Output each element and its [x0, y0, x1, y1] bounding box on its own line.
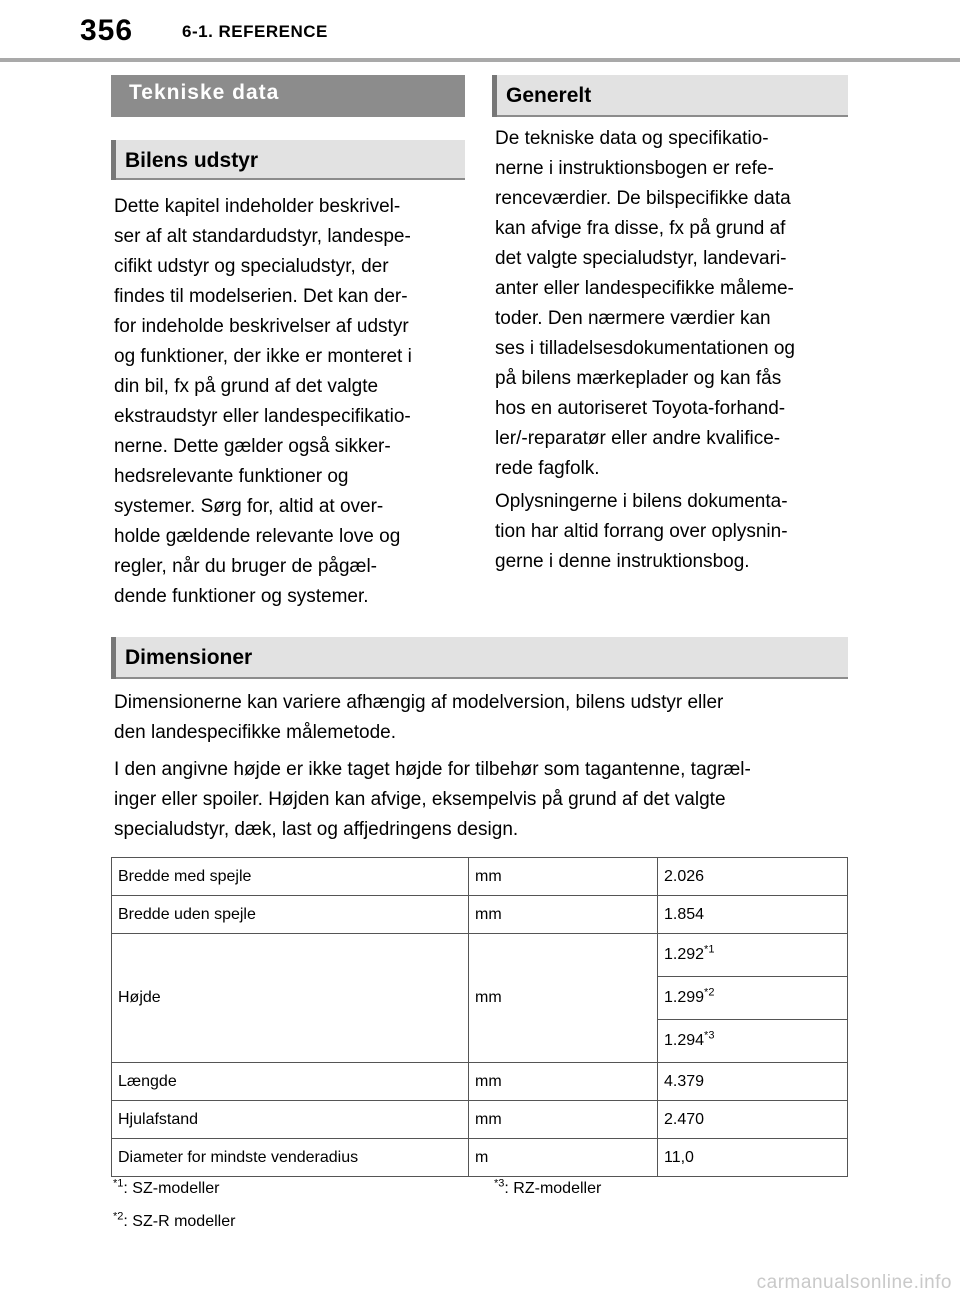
cell-label: Diameter for mindste venderadius	[112, 1139, 469, 1177]
dimensions-table	[111, 857, 848, 1177]
cell-unit: mm	[469, 1101, 658, 1139]
cell-unit: mm	[469, 1063, 658, 1101]
table-row	[112, 1101, 848, 1139]
paragraph-dimensioner-2: I den angivne højde er ikke taget højde for tilbehør som tagantenne, tagræl- inger eller spoiler. Højden kan afvige, eksempelvis på grund af det valgte specialudstyr, dæk, last og affjedringens design.	[114, 759, 751, 840]
cell-value: 1.299$^{*2}$	[658, 977, 848, 1020]
watermark: carmanualsonline.info	[756, 1272, 952, 1293]
cell-value: 4.379	[658, 1063, 848, 1101]
table-row	[112, 934, 848, 977]
cell-value: 11,0	[658, 1139, 848, 1177]
paragraph-dimensioner-1: Dimensionerne kan variere afhængig af modelversion, bilens udstyr eller den landespecifikke målemetode.	[114, 692, 724, 743]
cell-unit: mm	[469, 896, 658, 934]
cell-label: Hjulafstand	[112, 1101, 469, 1139]
table-row	[112, 896, 848, 934]
header-rule	[0, 58, 960, 62]
paragraph-bilens-udstyr: Dette kapitel indeholder beskrivel- ser af alt standardudstyr, landespe- cifikt udstyr og specialudstyr, der findes til modelserien. Det kan der- for indeholde beskrivelser af udstyr og funktioner, der ikke er monteret i din bil, fx på grund af det valgte ekstraudstyr eller landespecifikatio- nerne. Dette gælder også sikker- hedsrelevante funktioner og systemer. Sørg for, altid at over- holde gældende relevante love og regler, når du bruger de pågæl- dende funktioner og systemer.	[114, 196, 412, 607]
cell-value: 2.026	[658, 858, 848, 896]
chapter-heading-tekniske-data: Tekniske data	[111, 75, 465, 117]
cell-value: 1.294$^{*3}$	[658, 1020, 848, 1063]
section-title: 6-1. REFERENCE	[182, 22, 328, 41]
footnote-3: $^{*3}$: RZ-modeller	[494, 1177, 602, 1197]
cell-value: 1.854	[658, 896, 848, 934]
cell-label: Højde	[112, 934, 469, 1063]
table-row	[112, 1139, 848, 1177]
heading-generelt: Generelt	[492, 75, 848, 117]
paragraph-generelt-1: De tekniske data og specifikatio- nerne i instruktionsbogen er refe- renceværdier. De bilspecifikke data kan afvige fra disse, fx på grund af det valgte specialudstyr, landevari- anter eller landespecifikke måleme- toder. Den nærmere værdier kan ses i tilladelsesdokumentationen og på bilens mærkeplader og kan fås hos en autoriseret Toyota-forhand- ler/-reparatør eller andre kvalifice- rede fagfolk.	[495, 128, 795, 479]
heading-dimensioner: Dimensioner	[111, 637, 848, 679]
footnote-2: $^{*2}$: SZ-R modeller	[113, 1210, 236, 1230]
cell-value: 1.292$^{*1}$	[658, 934, 848, 977]
cell-label: Bredde med spejle	[112, 858, 469, 896]
footnote-1: $^{*1}$: SZ-modeller	[113, 1177, 220, 1197]
cell-label: Bredde uden spejle	[112, 896, 469, 934]
paragraph-generelt-2: Oplysningerne i bilens dokumenta- tion har altid forrang over oplysnin- gerne i denne instruktionsbog.	[495, 491, 788, 572]
cell-unit: mm	[469, 934, 658, 1063]
cell-value: 2.470	[658, 1101, 848, 1139]
page-number: 356	[80, 14, 134, 47]
cell-unit: mm	[469, 858, 658, 896]
cell-label: Længde	[112, 1063, 469, 1101]
table-row	[112, 1063, 848, 1101]
heading-bilens-udstyr: Bilens udstyr	[111, 140, 465, 180]
table-row	[112, 858, 848, 896]
cell-unit: m	[469, 1139, 658, 1177]
